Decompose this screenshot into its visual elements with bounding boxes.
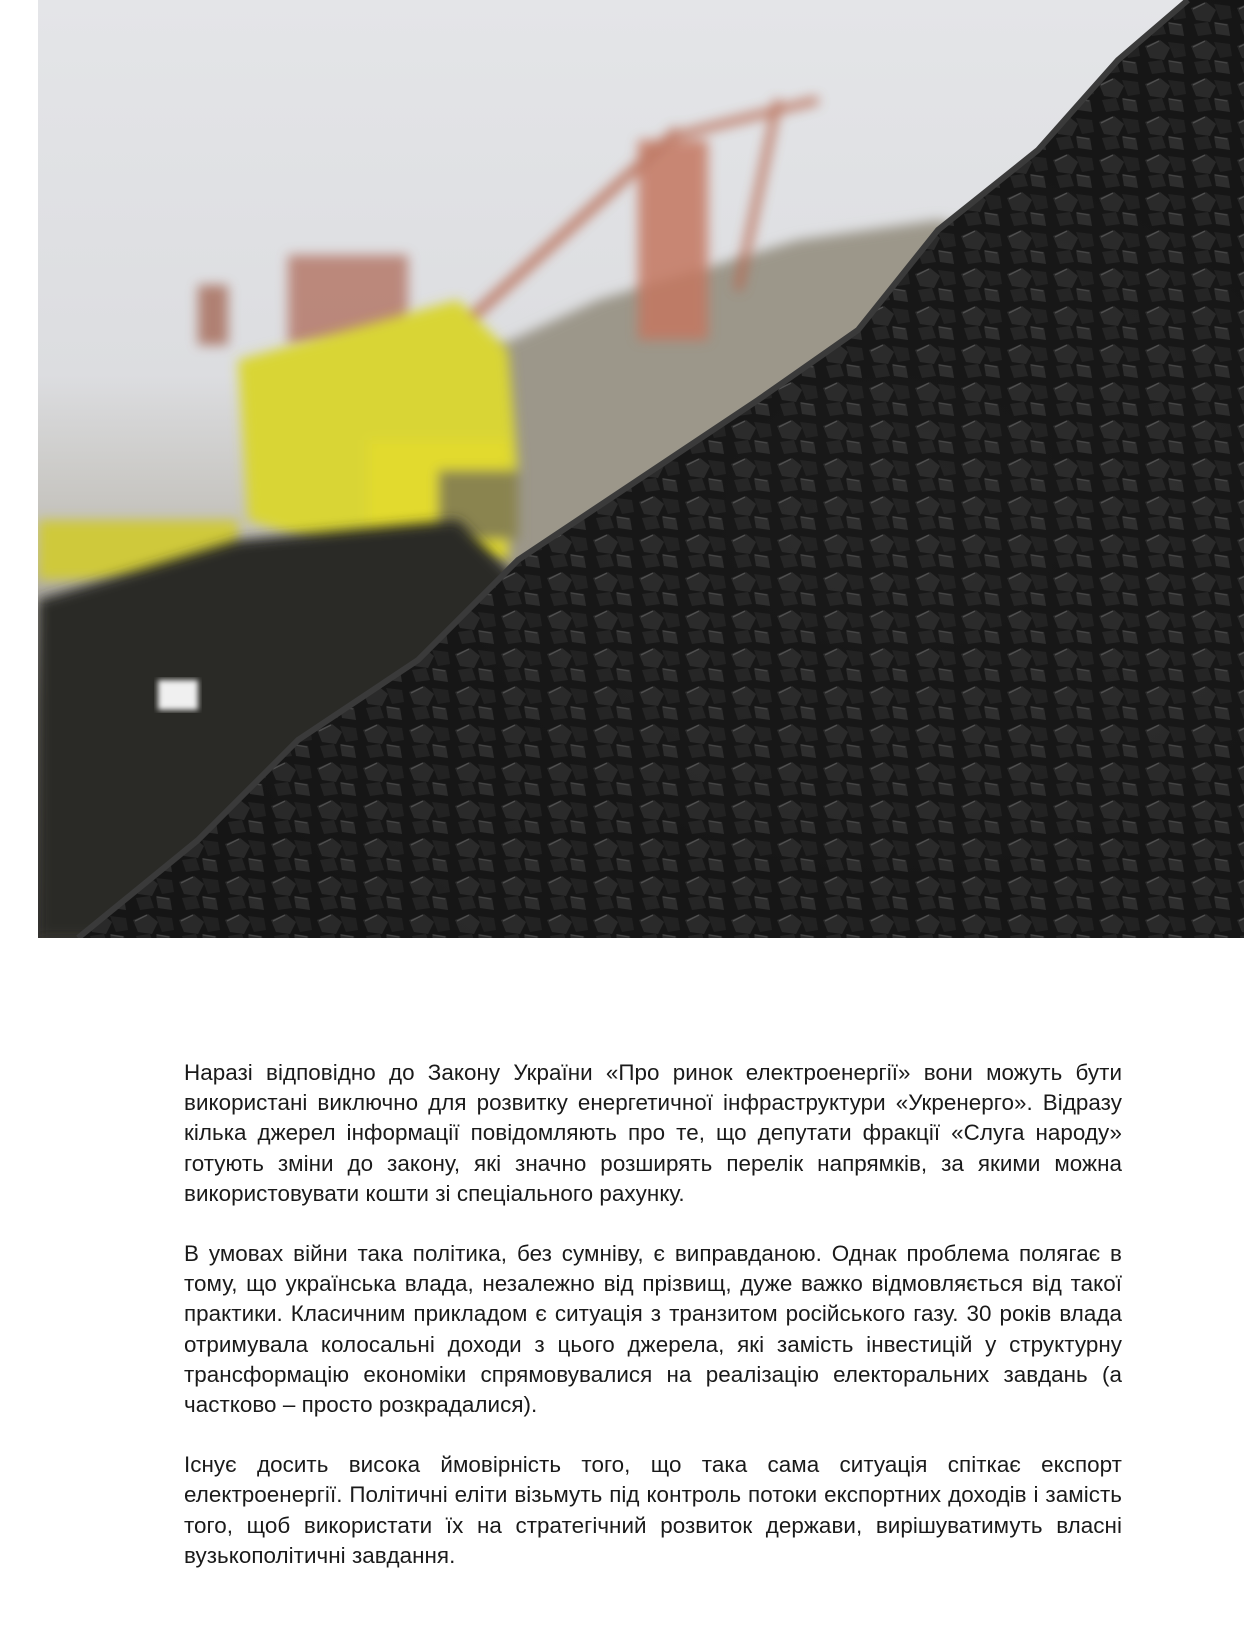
article-paragraph-2: В умовах війни така політика, без сумніву, є виправданою. Однак проблема полягає в тому, що українська влада, незалежно від прізвищ, дуже важко відмовляється від такої практики. Класичним прикладом є ситуація з транзитом російського газу. 30 років влада отримувала колосальні доходи з цього джерела, які замість інвестицій у структурну трансформацію економіки спрямовувалися на реалізацію електоральних завдань (а частково – просто розкрадалися). [184, 1241, 1122, 1418]
article-body [184, 1058, 1122, 1601]
article-paragraph-3: Існує досить висока ймовірність того, що така сама ситуація спіткає експорт електроенергії. Політичні еліти візьмуть під контроль потоки експортних доходів і замість того, щоб використати їх на стратегічний розвиток держави, вирішуватимуть власні вузькополітичні завдання. [184, 1452, 1122, 1568]
coal-pile-photo [38, 0, 1244, 938]
article-paragraph-1: Наразі відповідно до Закону України «Про ринок електроенергії» вони можуть бути використані виключно для розвитку енергетичної інфраструктури «Укренерго». Відразу кілька джерел інформації повідомляють про те, що депутати фракції «Слуга народу» готують зміни до закону, які значно розширять перелік напрямків, за якими можна використовувати кошти зі спеціального рахунку. [184, 1060, 1122, 1206]
coal-pile-illustration [38, 0, 1244, 938]
